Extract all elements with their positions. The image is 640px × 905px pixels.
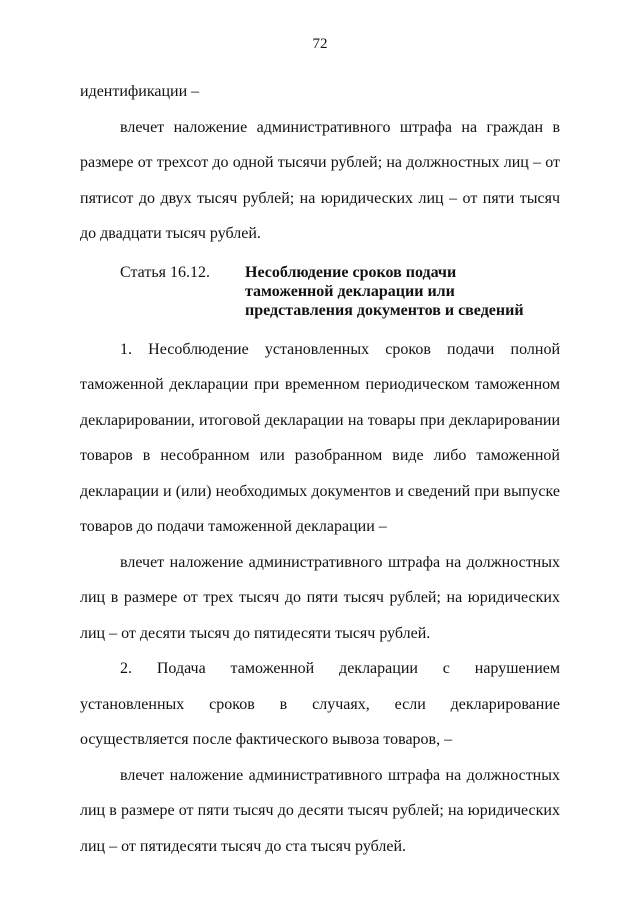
- article-heading: [80, 263, 560, 320]
- paragraph-penalty-2: влечет наложение административного штрафа на должностных лиц в размере от трех тысяч до пяти тысяч рублей; на юридических лиц – от десяти тысяч до пятидесяти тысяч рублей.: [80, 553, 560, 642]
- paragraph-clause-1: 1. Несоблюдение установленных сроков подачи полной таможенной декларации при временном периодическом таможенном декларировании, итоговой декларации на товары при декларировании товаров в несобранном или разобранном виде либо таможенной декларации и (или) необходимых документов и сведений при выпуске товаров до подачи таможенной декларации –: [80, 340, 560, 535]
- paragraph-clause-2: 2. Подача таможенной декларации с нарушением установленных сроков в случаях, если декларирование осуществляется после фактического вывоза товаров, –: [80, 660, 560, 748]
- document-body: [80, 74, 560, 864]
- paragraph-penalty-1: влечет наложение административного штрафа на граждан в размере от трехсот до одной тысячи рублей; на должностных лиц – от пятисот до двух тысяч рублей; на юридических лиц – от пяти тысяч до двадцати тысяч рублей.: [80, 118, 560, 242]
- page-number: 72: [312, 36, 328, 52]
- paragraph-penalty-3: влечет наложение административного штрафа на должностных лиц в размере от пяти тысяч до десяти тысяч рублей; на юридических лиц – от пятидесяти тысяч до ста тысяч рублей.: [80, 766, 560, 855]
- article-title: Несоблюдение сроков подачи таможенной декларации или представления документов и сведений: [245, 263, 524, 319]
- article-number: Статья 16.12.: [120, 263, 210, 281]
- paragraph-continuation: идентификации –: [80, 83, 200, 100]
